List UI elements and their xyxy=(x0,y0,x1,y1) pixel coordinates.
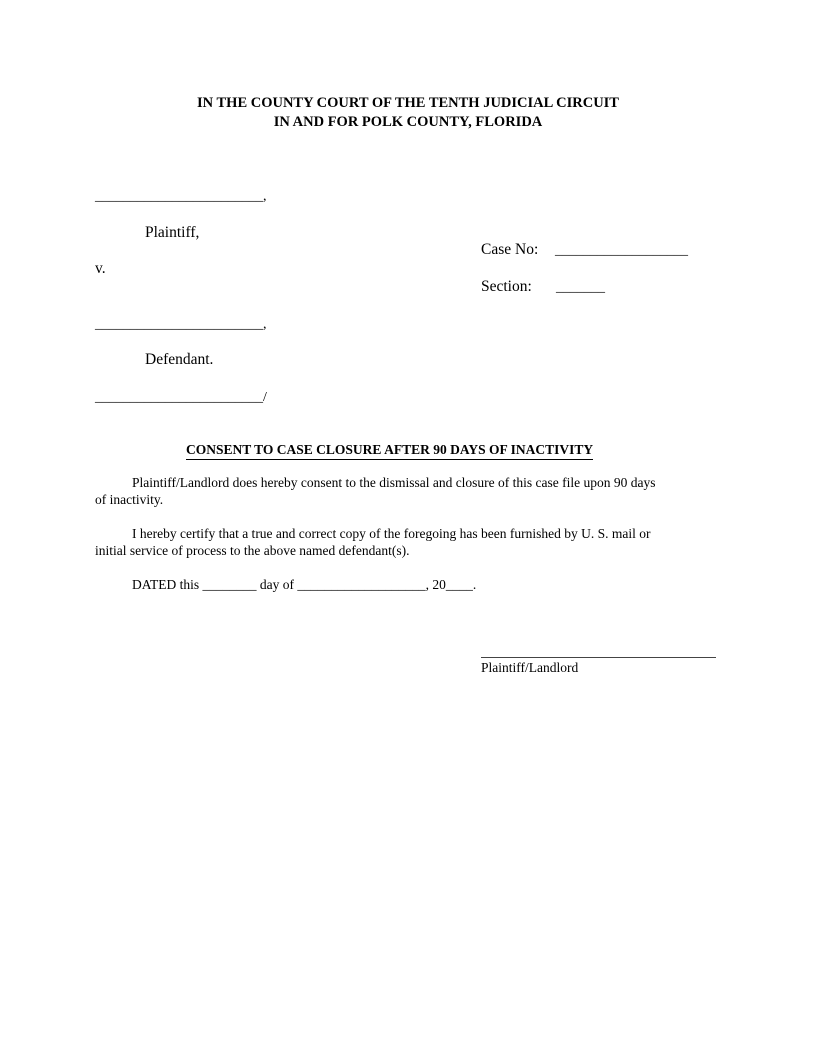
defendant-label: Defendant. xyxy=(145,351,214,368)
section-blank[interactable]: _______ xyxy=(556,280,605,295)
certificate-of-service-paragraph: I hereby certify that a true and correct copy of the foregoing has been furnished by U. S. mail or initial service of process to the above named defendant(s). xyxy=(95,526,651,558)
caption-closing-blank: ________________________/ xyxy=(95,390,267,405)
consent-paragraph: Plaintiff/Landlord does hereby consent to the dismissal and closure of this case file upon 90 days of inactivity. xyxy=(95,475,656,507)
dated-line[interactable]: DATED this ________ day of ___________________, 20____. xyxy=(132,577,477,592)
versus-label: v. xyxy=(95,260,106,277)
defendant-name-blank[interactable]: ________________________, xyxy=(95,317,267,332)
court-county-line: IN AND FOR POLK COUNTY, FLORIDA xyxy=(273,114,543,130)
signature-line[interactable] xyxy=(481,657,716,658)
court-name-line: IN THE COUNTY COURT OF THE TENTH JUDICIAL CIRCUIT xyxy=(197,95,619,111)
signature-label: Plaintiff/Landlord xyxy=(481,660,579,675)
document-title: CONSENT TO CASE CLOSURE AFTER 90 DAYS OF INACTIVITY xyxy=(186,441,593,460)
case-number-blank[interactable]: ___________________ xyxy=(555,243,688,258)
case-number-label: Case No: xyxy=(481,241,539,258)
plaintiff-label: Plaintiff, xyxy=(145,224,200,241)
section-label: Section: xyxy=(481,278,532,295)
plaintiff-name-blank[interactable]: ________________________, xyxy=(95,189,267,204)
